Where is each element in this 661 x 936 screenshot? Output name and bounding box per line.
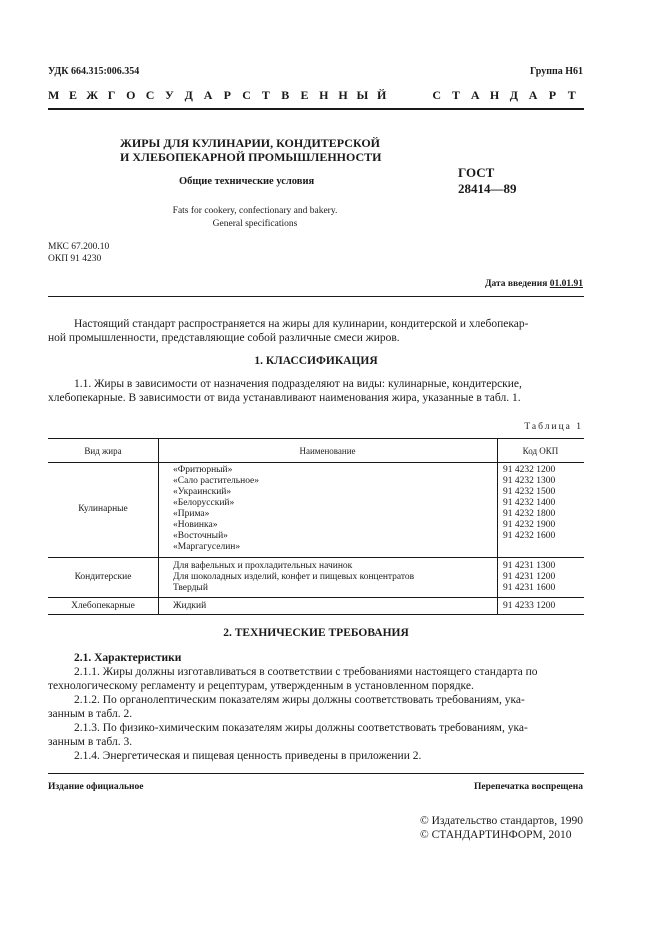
gost-number: 28414—89 [458, 181, 517, 196]
title-line-2: И ХЛЕБОПЕКАРНОЙ ПРОМЫШЛЕННОСТИ [120, 150, 382, 164]
footer-rule [48, 773, 584, 774]
mks-code: МКС 67.200.10 [48, 242, 110, 252]
table-header-code: Код ОКП [522, 446, 559, 456]
title-line-1: ЖИРЫ ДЛЯ КУЛИНАРИИ, КОНДИТЕРСКОЙ [120, 136, 381, 150]
gost-designation [458, 165, 517, 197]
reprint-notice: Перепечатка воспрещена [473, 782, 583, 792]
section-2-heading: 2. ТЕХНИЧЕСКИЕ ТРЕБОВАНИЯ [223, 627, 409, 639]
english-title-line-2: General specifications [212, 219, 298, 229]
table-cell-code: 91 4233 1200 [503, 601, 556, 611]
intro-date-label: Дата введения [484, 279, 548, 289]
table-cell-code: 91 4232 1400 [503, 498, 556, 508]
header-rule [48, 108, 584, 110]
table-header-rule [48, 462, 584, 463]
table-cell-name: «Прима» [173, 509, 210, 519]
classification-codes [48, 241, 109, 265]
table-cell-code: 91 4232 1800 [503, 509, 556, 519]
table-cell-name: «Новинка» [173, 520, 218, 530]
intro-line-2: ной промышленности, представляющие собой различные смеси жиров. [48, 332, 400, 344]
group-code: Группа Н61 [530, 66, 583, 77]
section-1-paragraph [48, 377, 584, 405]
english-title-line-1: Fats for cookery, confectionary and bakery. [172, 206, 338, 216]
para-2-1-2-line-1: 2.1.2. По органолептическим показателям жиры должны соответствовать требованиям, ука- [74, 694, 525, 706]
banner-word-1: М Е Ж Г О С У Д А Р С Т В Е Н Н Ы Й [47, 88, 387, 102]
para-2-1-3-line-2: занным в табл. 3. [48, 736, 133, 748]
table-row-names [173, 465, 259, 553]
table-cell-code: 91 4232 1500 [503, 487, 556, 497]
copyright-block [420, 814, 583, 842]
table-cell-code: 91 4232 1900 [503, 520, 556, 530]
table-cell-name: «Маргагуселин» [173, 542, 241, 552]
para-2-1-4: 2.1.4. Энергетическая и пищевая ценность приведены в приложении 2. [74, 750, 422, 762]
table-cell-name: «Сало растительное» [173, 476, 260, 486]
official-edition: Издание официальное [48, 782, 144, 792]
intro-date-value: 01.01.91 [549, 279, 583, 289]
table-cell-name: «Украинский» [173, 487, 232, 497]
gost-label: ГОСТ [458, 165, 495, 180]
copyright-line-1: © Издательство стандартов, 1990 [419, 815, 583, 827]
table-row-codes [503, 465, 555, 542]
english-title [150, 205, 360, 231]
subtitle: Общие технические условия [179, 176, 315, 187]
table-bottom-rule [48, 614, 584, 615]
intro-line-1: Настоящий стандарт распространяется на жиры для кулинарии, кондитерской и хлебопекар- [74, 318, 529, 330]
para-2-1-1-line-2: технологическому регламенту и рецептурам, утвержденным в установленном порядке. [48, 680, 474, 692]
table-row-codes [503, 561, 555, 594]
table-cell-code: 91 4231 1300 [503, 561, 556, 571]
section-1-line-2: хлебопекарные. В зависимости от вида устанавливают наименования жира, указанные в табл. 1. [48, 392, 521, 404]
table-cell-name: Жидкий [173, 601, 207, 611]
table-row-type: Хлебопекарные [71, 601, 135, 611]
para-2-1-1-line-1: 2.1.1. Жиры должны изготавливаться в соответствии с требованиями настоящего стандарта по [74, 666, 538, 678]
table-col-rule-2 [497, 438, 498, 614]
table-cell-name: Для шоколадных изделий, конфет и пищевых концентратов [173, 572, 415, 582]
section-1-line-1: 1.1. Жиры в зависимости от назначения подразделяют на виды: кулинарные, кондитерские, [74, 378, 522, 390]
table-top-rule [48, 438, 584, 439]
table-cell-code: 91 4231 1200 [503, 572, 556, 582]
section-2-paragraphs [48, 665, 584, 763]
table-cell-code: 91 4232 1300 [503, 476, 556, 486]
banner-word-2: С Т А Н Д А Р Т [432, 88, 576, 102]
para-2-1-2-line-2: занным в табл. 2. [48, 708, 133, 720]
table-row-type: Кулинарные [78, 504, 128, 514]
table-1-caption: Таблица 1 [524, 422, 583, 432]
table-header-name: Наименование [299, 446, 356, 456]
table-cell-code: 91 4232 1200 [503, 465, 556, 475]
table-row-names [173, 561, 414, 594]
table-row-rule-2 [48, 597, 584, 598]
table-cell-name: Твердый [173, 583, 208, 593]
table-cell-name: «Фритюрный» [173, 465, 233, 475]
table-header-type: Вид жира [84, 446, 122, 456]
intro-date [485, 279, 583, 289]
table-row-names [173, 601, 206, 612]
table-col-rule-1 [158, 438, 159, 614]
table-cell-code: 91 4232 1600 [503, 531, 556, 541]
table-row-type: Кондитерские [74, 572, 132, 582]
table-cell-name: Для вафельных и прохладительных начинок [173, 561, 353, 571]
para-2-1-3-line-1: 2.1.3. По физико-химическим показателям жиры должны соответствовать требованиям, ука- [74, 722, 528, 734]
table-cell-name: «Белорусский» [173, 498, 235, 508]
page-title [120, 136, 381, 164]
okp-code: ОКП 91 4230 [48, 254, 102, 264]
copyright-line-2: © СТАНДАРТИНФОРМ, 2010 [419, 829, 572, 841]
section-2-1-heading: 2.1. Характеристики [74, 652, 182, 664]
table-row-rule-1 [48, 557, 584, 558]
intro-rule [48, 296, 584, 297]
udk-code: УДК 664.315:006.354 [48, 66, 140, 77]
table-cell-name: «Восточный» [173, 531, 228, 541]
table-cell-code: 91 4231 1600 [503, 583, 556, 593]
intro-paragraph [48, 317, 584, 345]
section-1-heading: 1. КЛАССИФИКАЦИЯ [254, 355, 378, 367]
table-row-codes [503, 601, 555, 612]
